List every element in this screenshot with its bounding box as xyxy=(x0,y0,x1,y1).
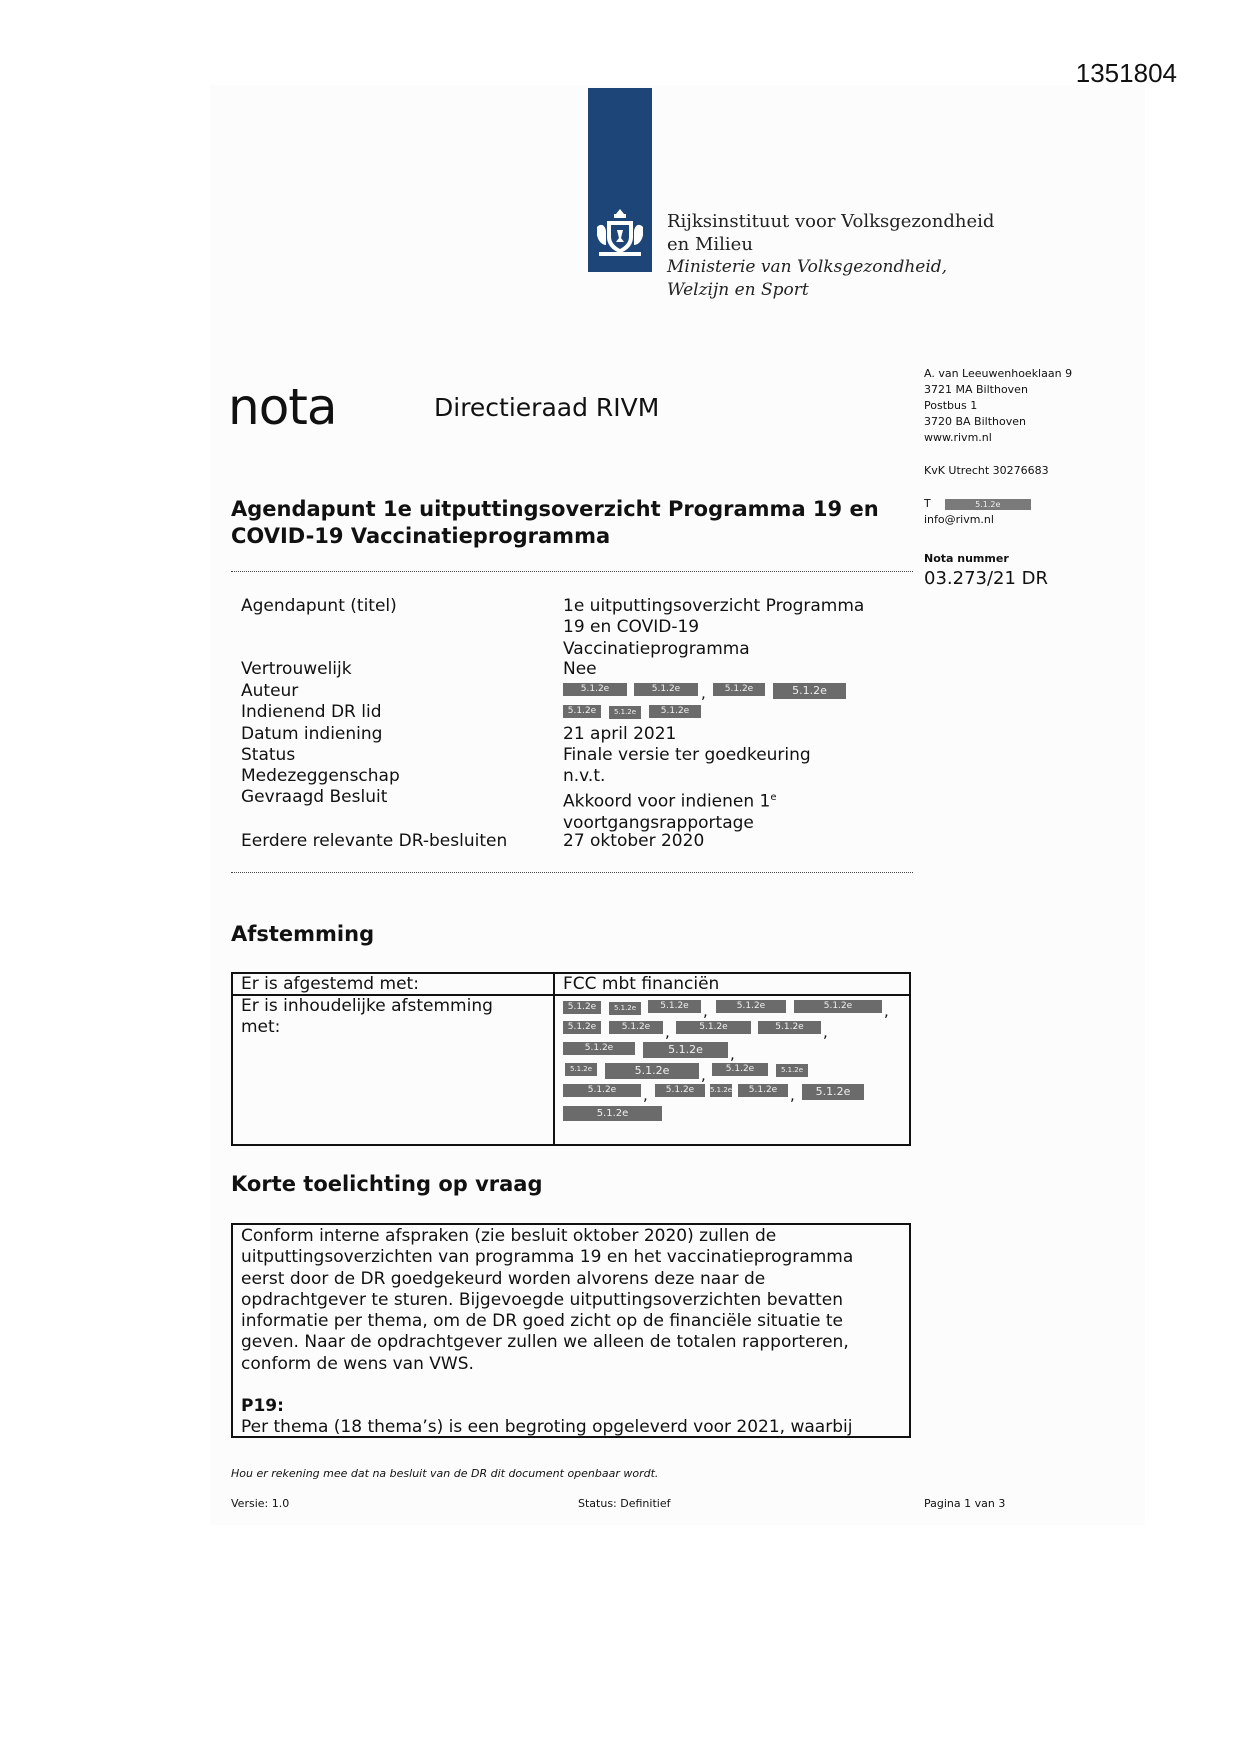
redaction-box: 5.1.2e xyxy=(563,1106,662,1121)
title-line-2: COVID-19 Vaccinatieprogramma xyxy=(231,524,611,548)
logo-line-1: Rijksinstituut voor Volksgezondheid xyxy=(667,211,995,232)
toelichting-text xyxy=(241,1226,906,1439)
document-id: 1351804 xyxy=(1075,58,1177,88)
status-value: Finale versie ter goedkeuring xyxy=(563,745,811,765)
redaction-box: 5.1.2e xyxy=(643,1042,728,1058)
email-link[interactable]: info@rivm.nl xyxy=(924,513,994,526)
text-line: eerst door de DR goedgekeurd worden alvorens deze naar de xyxy=(241,1268,766,1289)
logo-line-2: en Milieu xyxy=(667,234,753,255)
table-column-divider xyxy=(553,972,555,1146)
redaction-box: 5.1.2e xyxy=(655,1084,705,1097)
text-line: Per thema (18 thema’s) is een begroting opgeleverd voor 2021, waarbij xyxy=(241,1417,853,1438)
text-line: conform de wens van VWS. xyxy=(241,1353,474,1374)
logo-line-3: Ministerie van Volksgezondheid, xyxy=(667,257,948,277)
redaction-box: 5.1.2e xyxy=(609,1021,663,1034)
redaction-box: 5.1.2e xyxy=(649,705,701,718)
agenda-title-value xyxy=(563,596,864,660)
afstemming-heading: Afstemming xyxy=(231,922,375,946)
vertrouwelijk-value: Nee xyxy=(563,659,597,679)
redaction-box: 5.1.2e xyxy=(634,683,698,696)
redaction-box: 5.1.2e xyxy=(563,1084,641,1097)
meta-label: Status xyxy=(241,745,296,765)
redaction-box: 5.1.2e xyxy=(712,1063,768,1076)
label-line: met: xyxy=(241,1017,281,1037)
redaction-box: 5.1.2e xyxy=(563,683,627,696)
meta-label: Auteur xyxy=(241,681,299,701)
redaction-box: 5.1.2e xyxy=(609,1002,641,1015)
redaction-box: 5.1.2e xyxy=(776,1064,808,1077)
redaction-box: 5.1.2e xyxy=(710,1084,732,1097)
superscript: e xyxy=(770,792,777,803)
text-line: geven. Naar de opdrachtgever zullen we alleen de totalen rapporteren, xyxy=(241,1332,849,1353)
redacted-phone: 5.1.2e xyxy=(945,499,1031,510)
logo-line-4: Welzijn en Sport xyxy=(667,280,809,300)
address-line: Postbus 1 xyxy=(924,399,978,412)
redaction-box: 5.1.2e xyxy=(563,1021,601,1034)
text-line: uitputtingsoverzichten van programma 19 en het vaccinatieprogramma xyxy=(241,1247,854,1268)
eerdere-value: 27 oktober 2020 xyxy=(563,831,705,851)
afgestemd-value: FCC mbt financiën xyxy=(563,974,720,994)
redaction-box: 5.1.2e xyxy=(648,1000,701,1013)
inhoudelijk-label xyxy=(241,996,493,1038)
afgestemd-label: Er is afgestemd met: xyxy=(241,974,419,994)
kvk-number: KvK Utrecht 30276683 xyxy=(924,464,1049,477)
redaction-box: 5.1.2e xyxy=(802,1084,864,1100)
text-line: Conform interne afspraken (zie besluit oktober 2020) zullen de xyxy=(241,1226,777,1246)
datum-value: 21 april 2021 xyxy=(563,724,677,744)
address-line: 3720 BA Bilthoven xyxy=(924,415,1026,428)
meta-label: Gevraagd Besluit xyxy=(241,787,388,807)
redaction-box: 5.1.2e xyxy=(773,683,846,699)
meta-label: Eerdere relevante DR-besluiten xyxy=(241,831,508,851)
meta-label: Indienend DR lid xyxy=(241,702,382,722)
meta-label: Agendapunt (titel) xyxy=(241,596,397,616)
redaction-box: 5.1.2e xyxy=(676,1021,751,1034)
footer-status: Status: Definitief xyxy=(578,1497,671,1510)
website-link[interactable]: www.rivm.nl xyxy=(924,431,992,444)
logo-text xyxy=(667,210,994,302)
label-line: Er is inhoudelijke afstemming xyxy=(241,996,493,1016)
redaction-box: 5.1.2e xyxy=(563,705,601,718)
medezeggenschap-value: n.v.t. xyxy=(563,766,606,786)
redaction-box: 5.1.2e xyxy=(605,1063,699,1079)
value-line: voortgangsrapportage xyxy=(563,812,754,833)
redaction-box: 5.1.2e xyxy=(563,1001,601,1014)
redaction-box: 5.1.2e xyxy=(713,683,765,696)
divider xyxy=(231,571,913,572)
tel-label: T xyxy=(924,497,931,510)
page-title xyxy=(231,496,911,550)
doc-type-heading: nota xyxy=(228,378,337,436)
committee-name: Directieraad RIVM xyxy=(434,393,660,422)
redaction-box: 5.1.2e xyxy=(609,706,641,719)
address-line: 3721 MA Bilthoven xyxy=(924,383,1028,396)
redaction-box: 5.1.2e xyxy=(565,1063,597,1076)
value-line: Akkoord voor indienen 1 xyxy=(563,791,771,812)
p19-label: P19: xyxy=(241,1396,284,1417)
text-line: opdrachtgever te sturen. Bijgevoegde uitputtingsoverzichten bevatten xyxy=(241,1289,844,1310)
value-line: 1e uitputtingsoverzicht Programma xyxy=(563,596,865,616)
meta-label: Datum indiening xyxy=(241,724,383,744)
footer-versie: Versie: 1.0 xyxy=(231,1497,290,1510)
redaction-box: 5.1.2e xyxy=(716,1000,786,1013)
nota-number: 03.273/21 DR xyxy=(924,568,1049,589)
text-line: informatie per thema, om de DR goed zicht op de financiële situatie te xyxy=(241,1311,843,1332)
value-line: 19 en COVID-19 xyxy=(563,617,700,638)
meta-label: Vertrouwelijk xyxy=(241,659,352,679)
nota-number-label: Nota nummer xyxy=(924,552,1009,565)
footer-pagina: Pagina 1 van 3 xyxy=(924,1497,1006,1510)
redaction-box: 5.1.2e xyxy=(758,1021,821,1034)
value-line: Vaccinatieprogramma xyxy=(563,638,750,659)
address-line: A. van Leeuwenhoeklaan 9 xyxy=(924,367,1073,380)
redaction-box: 5.1.2e xyxy=(794,1000,882,1013)
footer-note: Hou er rekening mee dat na besluit van de DR dit document openbaar wordt. xyxy=(231,1467,659,1480)
coat-of-arms-icon xyxy=(593,205,647,261)
meta-label: Medezeggenschap xyxy=(241,766,400,786)
redaction-box: 5.1.2e xyxy=(563,1042,635,1055)
sender-address xyxy=(924,366,1072,446)
toelichting-heading: Korte toelichting op vraag xyxy=(231,1172,543,1196)
divider xyxy=(231,872,913,873)
contact-block xyxy=(924,496,1031,528)
besluit-value xyxy=(563,787,777,834)
title-line-1: Agendapunt 1e uitputtingsoverzicht Programma 19 en xyxy=(231,497,879,521)
redaction-box: 5.1.2e xyxy=(738,1084,788,1097)
